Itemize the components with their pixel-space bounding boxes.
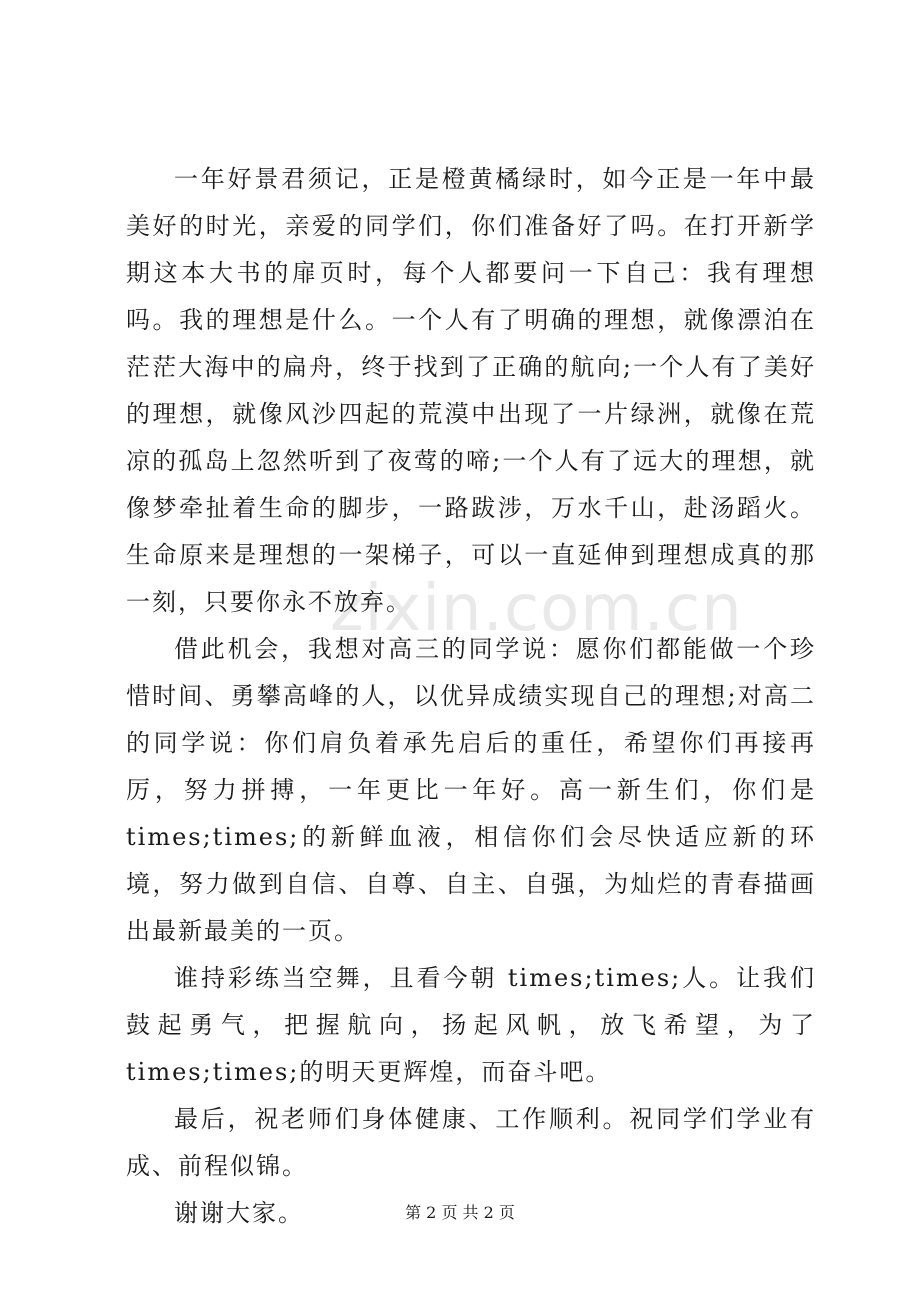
paragraph-5: 谢谢大家。 [174,1199,304,1227]
page-footer: 第 2 页 共 2 页 [405,1203,515,1222]
paragraph-2: 借此机会，我想对高三的同学说：愿你们都能做一个珍惜时间、勇攀高峰的人，以优异成绩实现自己的理想;对高二的同学说：你们肩负着承先启后的重任，希望你们再接再厉，努力拼搏，一年更比一年好。高一新生们，你们是 times;times;的新鲜血液，相信你们会尽快适应新的环境，努力做到自信、自尊、自主、自强，为灿烂的青春描画出最新最美的一页。 [126,635,816,945]
paragraph-1: 一年好景君须记，正是橙黄橘绿时，如今正是一年中最美好的时光，亲爱的同学们，你们准备好了吗。在打开新学期这本大书的扉页时，每个人都要问一下自己：我有理想吗。我的理想是什么。一个人有了明确的理想，就像漂泊在茫茫大海中的扁舟，终于找到了正确的航向;一个人有了美好的理想，就像风沙四起的荒漠中出现了一片绿洲，就像在荒凉的孤岛上忽然听到了夜莺的啼;一个人有了远大的理想，就像梦牵扯着生命的脚步，一路跋涉，万水千山，赴汤蹈火。生命原来是理想的一架梯子，可以一直延伸到理想成真的那一刻，只要你永不放弃。 [126,165,816,616]
watermark: zixin.com.cn [330,572,743,646]
paragraph-4: 最后，祝老师们身体健康、工作顺利。祝同学们学业有成、前程似锦。 [126,1105,816,1180]
document-body [126,156,816,1237]
paragraph-3: 谁持彩练当空舞，且看今朝 times;times;人。让我们鼓起勇气，把握航向，扬起风帆，放飞希望，为了 times;times;的明天更辉煌，而奋斗吧。 [126,964,816,1086]
